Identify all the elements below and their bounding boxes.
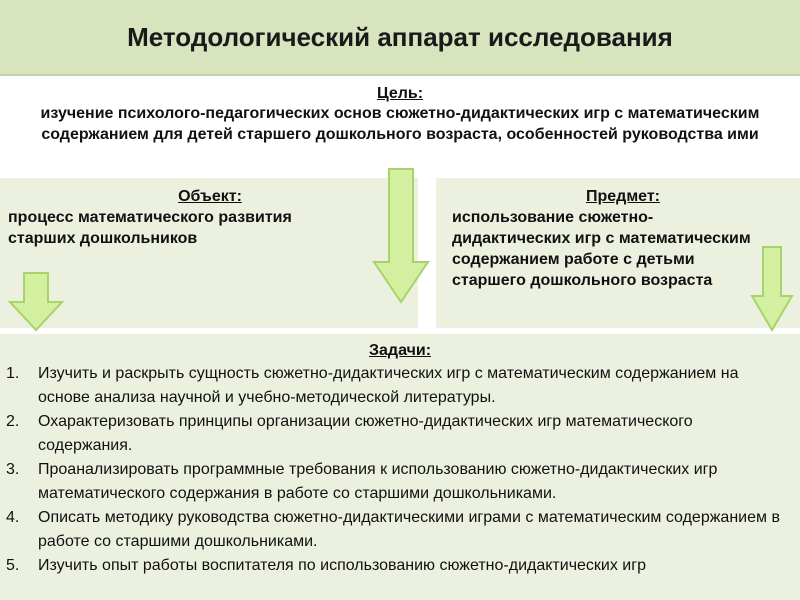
subject-box xyxy=(436,178,800,328)
object-heading: Объект: xyxy=(178,188,242,205)
subject-text: использование сюжетно-дидактических игр с математическим содержанием работе с детьми старшего дошкольного возраста xyxy=(452,209,751,289)
arrow-down-left-icon xyxy=(8,272,64,332)
subject-heading: Предмет: xyxy=(585,188,660,205)
title-band xyxy=(0,0,800,76)
task-item: 1. Изучить и раскрыть сущность сюжетно-дидактических игр с математическим содержанием на основе анализа научной и учебно-методической литературы. xyxy=(6,365,739,406)
task-item: 4. Описать методику руководства сюжетно-дидактическими играми с математическим содержанием в работе со старшими дошкольниками. xyxy=(6,509,780,550)
object-text: процесс математического развития старших дошкольников xyxy=(8,209,292,247)
slide-title: Методологический аппарат исследования xyxy=(127,21,673,52)
goal-heading: Цель: xyxy=(376,85,424,102)
goal-box xyxy=(0,78,800,178)
goal-text: изучение психолого-педагогических основ сюжетно-дидактических игр с математическим содержанием для детей старшего дошкольного возраста, особенностей руководства ими xyxy=(40,105,760,143)
arrow-down-center-icon xyxy=(372,168,430,304)
tasks-box xyxy=(0,334,800,600)
tasks-list xyxy=(0,362,800,578)
task-item: 3. Проанализировать программные требования к использованию сюжетно-дидактических игр математического содержания в работе со старшими дошкольниками. xyxy=(6,461,718,502)
tasks-heading: Задачи: xyxy=(368,342,432,359)
task-item: 5. Изучить опыт работы воспитателя по использованию сюжетно-дидактических игр xyxy=(6,557,646,574)
arrow-down-right-icon xyxy=(750,246,794,332)
task-item: 2. Охарактеризовать принципы организации сюжетно-дидактических игр математического содержания. xyxy=(6,413,693,454)
